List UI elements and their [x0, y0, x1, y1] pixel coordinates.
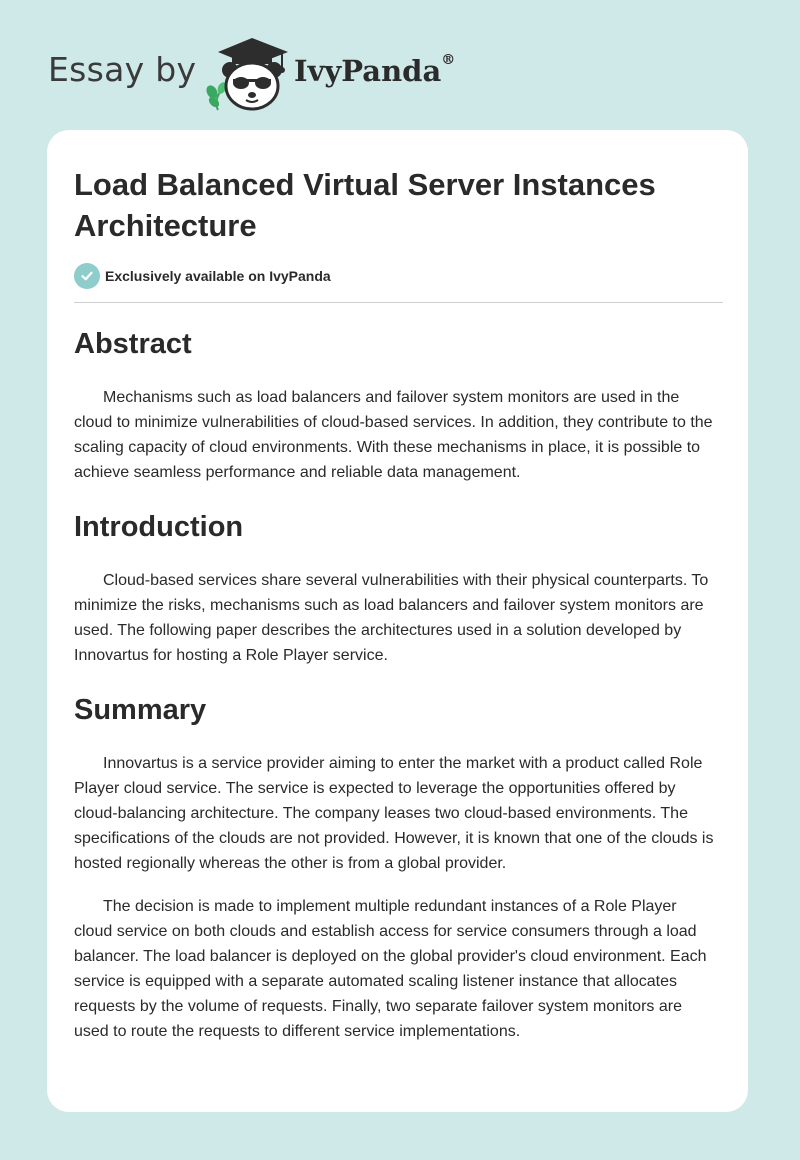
section-heading: Summary	[74, 694, 207, 726]
section-abstract	[74, 326, 719, 485]
panda-face-icon	[222, 62, 282, 109]
registered-mark: ®	[441, 52, 456, 69]
section-introduction	[74, 509, 719, 668]
paragraph: Mechanisms such as load balancers and failover system monitors are used in the cloud to minimize vulnerabilities of cloud-based services. In addition, they contribute to the scaling capacity of cloud environments. With these mechanisms in place, it is possible to achieve seamless performance and reliable data management.	[74, 389, 713, 481]
brand-name[interactable]	[294, 54, 455, 88]
paragraph: The decision is made to implement multiple redundant instances of a Role Player cloud service on both clouds and establish access for service consumers through a load balancer. The load balancer is deployed on the global provider's cloud environment. Each service is equipped with a separate automated scaling listener instance that allocates requests by the volume of requests. Finally, two separate failover system monitors are used to route the requests to different service implementations.	[74, 898, 707, 1040]
essay-body	[74, 326, 719, 1062]
panda-logo-icon[interactable]	[200, 34, 292, 112]
paragraph: Cloud-based services share several vulnerabilities with their physical counterparts. To minimize the risks, mechanisms such as load balancers and failover system monitors are used. The following paper describes the architectures used in a solution developed by Innovartus for hosting a Role Player service.	[74, 572, 709, 664]
check-circle-icon	[74, 263, 100, 289]
exclusive-badge	[74, 263, 331, 289]
exclusive-label: Exclusively available on IvyPanda	[105, 268, 331, 284]
brand-name-text: IvyPanda	[294, 54, 442, 88]
section-heading: Abstract	[74, 328, 192, 360]
paragraph: Innovartus is a service provider aiming to enter the market with a product called Role Player cloud service. The service is expected to leverage the opportunities offered by cloud-balancing architecture. The company leases two cloud-based environments. The specifications of the clouds are not provided. However, it is known that one of the clouds is hosted regionally whereas the other is from a global provider.	[74, 755, 714, 872]
divider	[74, 302, 723, 303]
page-title: Load Balanced Virtual Server Instances Architecture	[74, 167, 656, 243]
site-header	[48, 34, 648, 114]
section-heading: Introduction	[74, 511, 244, 543]
essay-card	[47, 130, 748, 1112]
essay-by-label: Essay by	[48, 50, 197, 89]
section-summary	[74, 692, 719, 1044]
checkmark-icon	[80, 269, 94, 283]
